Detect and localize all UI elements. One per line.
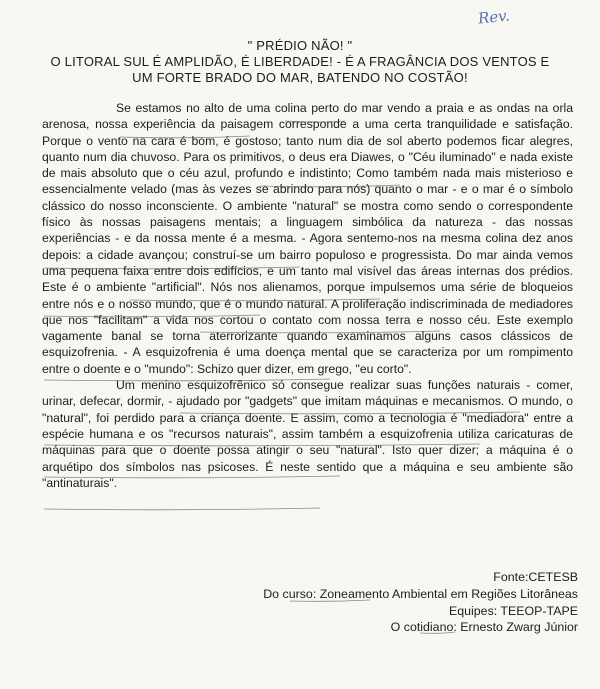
underline-mark [44,508,320,510]
body-text [42,100,573,491]
handwritten-annotation: Rev. [477,6,511,28]
paragraph-1: Se estamos no alto de uma colina perto do mar vendo a praia e as ondas na orla arenosa, nossa experiência da paisagem corresponde a uma certa tranquilidade e satisfação. Porque o vento na cara é bom, é gostoso; tanto num dia de sol aberto podemos ficar alegres, quanto num dia chuvoso. Para os primitivos, o deus era Diawes, o "Céu iluminado" e nada existe de mais absoluto que o céu azul, profundo e indistinto; Como também nada mais misterioso e essencialmente velado (mas às vezes se abrindo para nós) quanto o mar - e o mar é o símbolo clássico do nosso inconsciente. O ambiente "natural" se mostra como sendo o correspondente físico às nossas paisagens mentais; a linguagem simbólica da natureza - das nossas experiências - e da nossa mente é a mesma. - Agora sentemo-nos na mesma colina dez anos depois: a cidade avançou; construí-se um bairro populoso e progressista. Do mar ainda vemos uma pequena faixa entre dois edifícios, e um tanto mal visível das áreas internas dos prédios. Este é o ambiente "artificial". Nós nos alienamos, porque impulsemos uma série de bloqueios entre nós e o nosso mundo, que é o mundo natural. A proliferação indiscriminada de mediadores que nos "facilitam" a vida nos cortou o contato com nossa terra e nosso céu. Este exemplo vagamente banal se torna aterrorizante quando examinamos alguns casos clássicos de esquizofrenia. - A esquizofrenia é uma doença mental que se caracteriza por um rompimento entre o doente e o "mundo": Schizo quer dizer, em grego, "eu corto". [42,101,573,376]
source-credits [263,569,578,636]
paragraph-2: Um menino esquizofrênico só consegue realizar suas funções naturais - comer, urinar, defecar, dormir, - ajudado por "gadgets" que imitam máquinas e mecanismos. O mundo, o "natural", foi perdido para a criança doente. E assim, como a tecnologia é "mediadora" entre a espécie humana e os "recursos naturais", assim também a esquizofrenia utiliza caricaturas de máquinas para que o doente possa atingir o seu "natural". Isto quer dizer; a máquina é o arquétipo dos símbolos nas psicoses. É neste sentido que a máquina e seu ambiente são "antinaturais". [42,378,573,490]
teams-line: Equipes: TEEOP-TAPE [448,603,578,618]
course-line: Do curso: Zoneamento Ambiental em Regiões Litorâneas [263,586,578,601]
title-subheading-line-1: O LITORAL SUL É AMPLIDÃO, É LIBERDADE! - É A FRAGÂNCIA DOS VENTOS E [50,54,550,69]
source-line: Fonte:CETESB [493,570,578,584]
title-block [20,38,580,86]
author-line: O cotidiano: Ernesto Zwarg Júnior [390,620,578,635]
title-heading: " PRÉDIO NÃO! " [247,38,353,53]
title-subheading-line-2: UM FORTE BRADO DO MAR, BATENDO NO COSTÃO! [132,70,468,85]
